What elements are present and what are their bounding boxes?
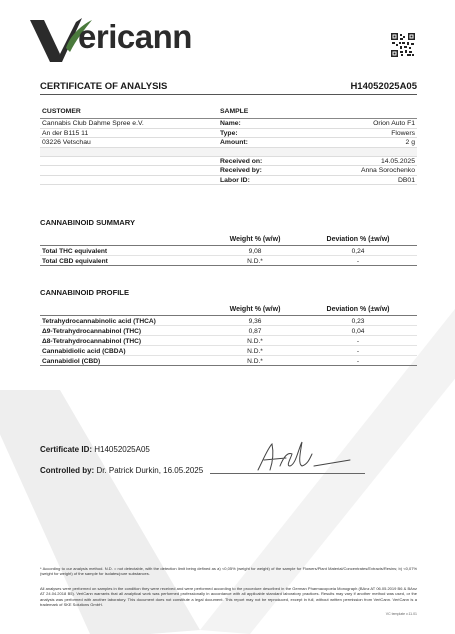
deviation-value: - bbox=[356, 347, 360, 355]
table-row bbox=[40, 316, 417, 326]
cannabinoid-name: Δ8-Tetrahydrocannabinol (THC) bbox=[42, 337, 142, 345]
weight-value: 9,08 bbox=[248, 247, 262, 255]
certificate-header bbox=[40, 80, 417, 95]
weight-value: N.D.* bbox=[247, 357, 263, 365]
cannabinoid-name: Tetrahydrocannabinolic acid (THCA) bbox=[42, 317, 156, 325]
qr-code-icon bbox=[391, 33, 415, 57]
info-row bbox=[40, 119, 417, 129]
summary-table bbox=[40, 234, 417, 266]
controlled-by-line bbox=[40, 466, 203, 475]
sample-heading: SAMPLE bbox=[220, 108, 249, 115]
cannabinoid-name: Δ9-Tetrahydrocannabinol (THC) bbox=[42, 327, 142, 335]
brand-logo-text: ericann bbox=[78, 18, 192, 55]
profile-deviation-header: Deviation % (±w/w) bbox=[326, 306, 390, 313]
sample-type-value: Flowers bbox=[391, 129, 415, 137]
profile-table-header bbox=[40, 304, 417, 316]
table-row bbox=[40, 346, 417, 356]
table-row bbox=[40, 256, 417, 266]
cannabinoid-name: Total CBD equivalent bbox=[42, 257, 108, 265]
certificate-id-line bbox=[40, 445, 150, 454]
weight-value: N.D.* bbox=[247, 347, 263, 355]
sample-amount-value: 2 g bbox=[405, 139, 415, 146]
weight-value: 0,87 bbox=[248, 327, 262, 335]
received-on-value: 14.05.2025 bbox=[380, 157, 415, 165]
weight-value: 9,36 bbox=[248, 317, 262, 325]
cannabinoid-name: Total THC equivalent bbox=[42, 247, 108, 255]
labor-id-value: DB01 bbox=[397, 176, 415, 184]
received-by-value: Anna Sorochenko bbox=[360, 167, 415, 174]
deviation-value: 0,04 bbox=[351, 327, 365, 335]
certificate-id-label: Certificate ID: bbox=[40, 445, 93, 454]
info-row bbox=[40, 176, 417, 186]
profile-title: CANNABINOID PROFILE bbox=[40, 288, 130, 297]
sample-name-label: Name: bbox=[220, 120, 241, 127]
deviation-value: 0,24 bbox=[351, 247, 365, 255]
deviation-value: - bbox=[356, 357, 360, 365]
labor-id-label: Labor ID: bbox=[220, 176, 250, 184]
handwritten-signature bbox=[250, 436, 360, 476]
template-version: VC template v.11.01 bbox=[385, 612, 417, 616]
customer-city: 03226 Vetschau bbox=[42, 139, 91, 146]
cannabinoid-name: Cannabidiolic acid (CBDA) bbox=[42, 347, 126, 355]
customer-sample-info bbox=[40, 108, 417, 185]
detection-limit-note: * According to our analysis method. N.D. = not detectable, with the detection limit being defined as a) <0,05% (weight for weight) of the sample for Flowers/Plant Material/Concentrates/Extracts/Resins; b) <0,07% (weight for weight) of the sample for isolates/pure substances. bbox=[40, 566, 417, 577]
customer-street: An der B115 11 bbox=[42, 129, 89, 137]
sample-amount-label: Amount: bbox=[220, 139, 248, 146]
table-row bbox=[40, 356, 417, 366]
profile-table bbox=[40, 304, 417, 366]
certificate-id-value: H14052025A05 bbox=[94, 445, 150, 454]
summary-deviation-header: Deviation % (±w/w) bbox=[326, 236, 390, 243]
weight-value: N.D.* bbox=[247, 257, 263, 265]
deviation-value: - bbox=[356, 337, 360, 345]
weight-value: N.D.* bbox=[247, 337, 263, 345]
info-row bbox=[40, 129, 417, 139]
summary-weight-header: Weight % (w/w) bbox=[229, 236, 281, 243]
info-row-spacer bbox=[40, 148, 417, 157]
customer-heading: CUSTOMER bbox=[42, 108, 81, 115]
summary-title: CANNABINOID SUMMARY bbox=[40, 218, 136, 227]
legal-disclaimer: All analyses were performed on samples in the condition they were received and were performed according to the procedure described in the German Pharmacopoeia Monograph (BAnz AT 06.05.2019 B6 & BAnz AT 24.04.2018 B5). VeriCann warrants that all analytical work was performed professionally in accordance with all applicable standard laboratory practices. Results may vary if another method was used, or the analysis was performed with another laboratory. This document does not constitute a legal document. This report may not be reproduced, except in full, without written permission from VeriCann. VeriCann is a trademark of SKE Solutions GmbH. bbox=[40, 586, 417, 608]
controlled-by-value: Dr. Patrick Durkin, 16.05.2025 bbox=[96, 466, 204, 475]
received-on-label: Received on: bbox=[220, 157, 263, 165]
cannabinoid-name: Cannabidiol (CBD) bbox=[42, 357, 101, 365]
deviation-value: 0,23 bbox=[351, 317, 365, 325]
table-row bbox=[40, 336, 417, 346]
sample-type-label: Type: bbox=[220, 129, 238, 137]
customer-name: Cannabis Club Dahme Spree e.V. bbox=[42, 120, 144, 127]
certificate-number: H14052025A05 bbox=[350, 81, 417, 92]
info-header-row bbox=[40, 108, 417, 119]
profile-weight-header: Weight % (w/w) bbox=[229, 306, 281, 313]
deviation-value: - bbox=[356, 257, 360, 265]
table-row bbox=[40, 326, 417, 336]
controlled-by-label: Controlled by: bbox=[40, 466, 95, 475]
summary-table-header bbox=[40, 234, 417, 246]
info-row bbox=[40, 166, 417, 176]
info-row bbox=[40, 157, 417, 167]
table-row bbox=[40, 246, 417, 256]
info-row bbox=[40, 138, 417, 148]
received-by-label: Received by: bbox=[220, 167, 262, 174]
certificate-title: CERTIFICATE OF ANALYSIS bbox=[40, 81, 168, 92]
sample-name-value: Orion Auto F1 bbox=[373, 120, 415, 127]
